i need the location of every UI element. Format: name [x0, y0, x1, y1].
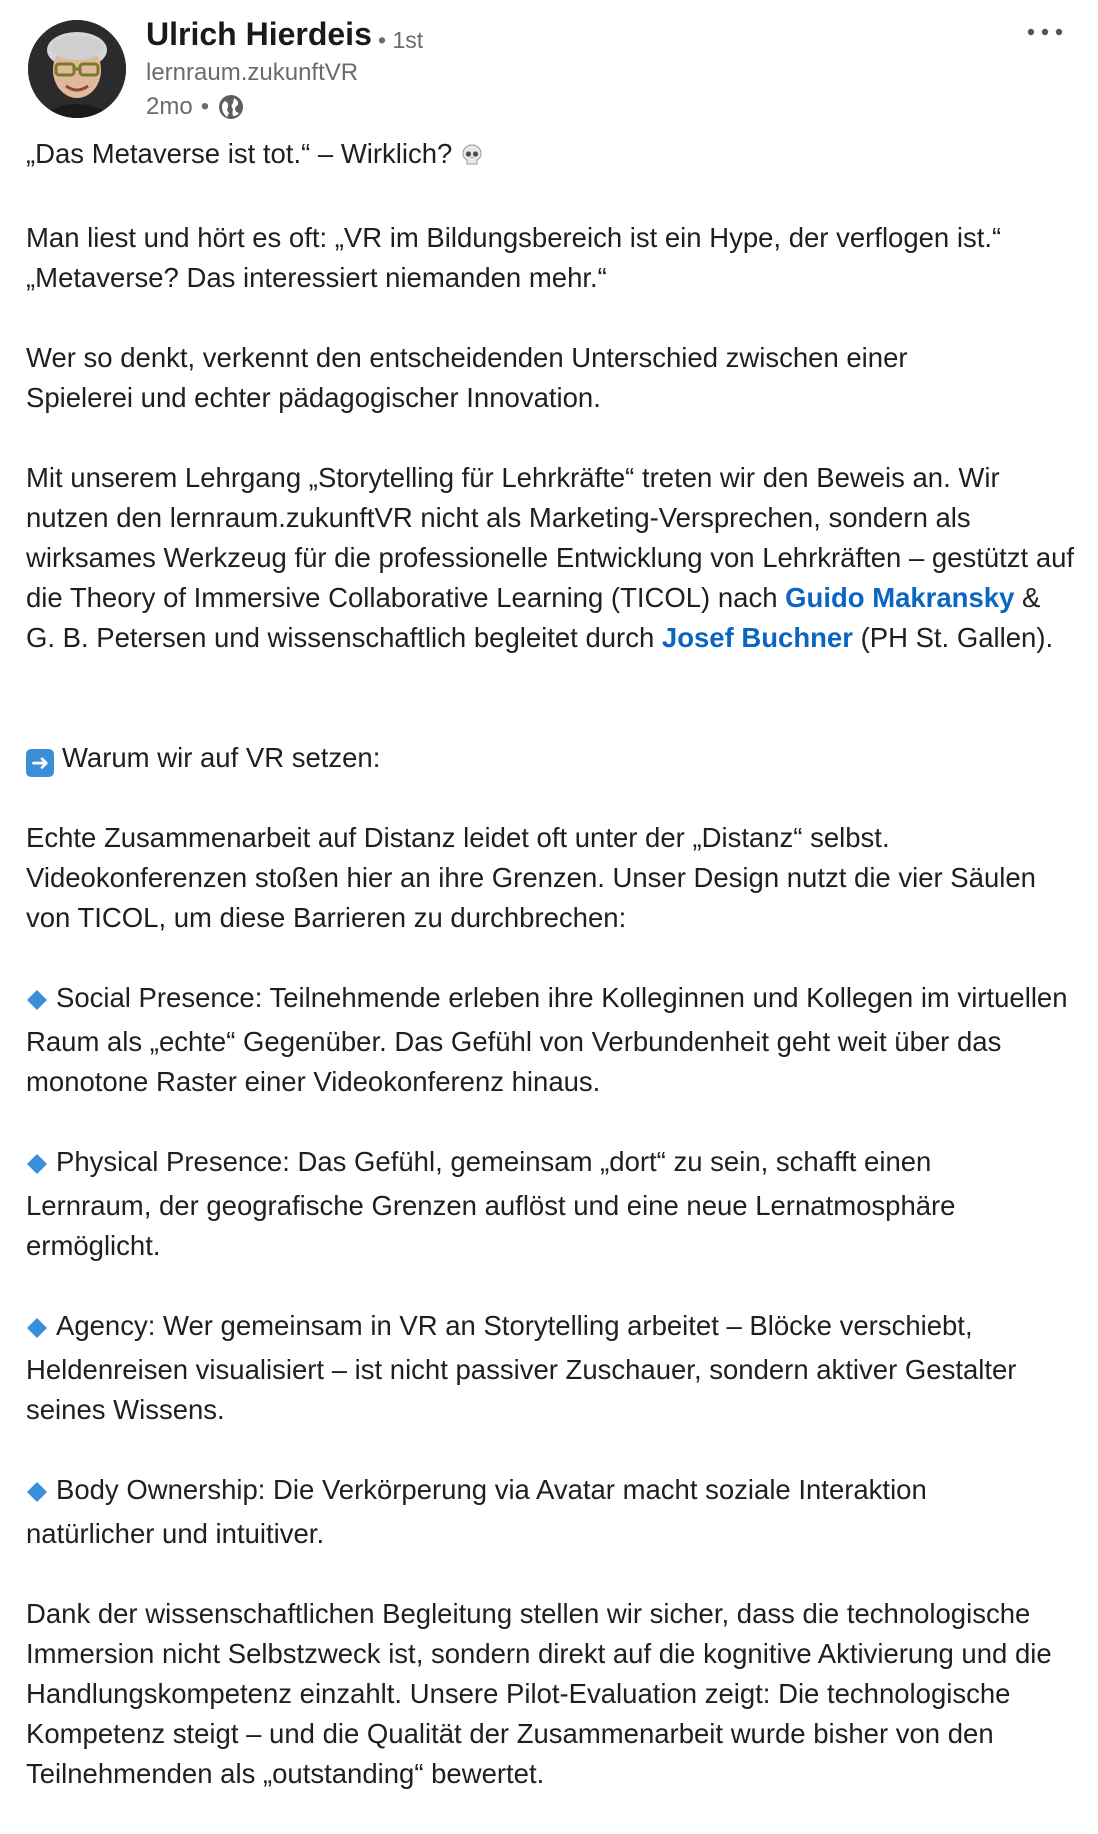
mention-josef-buchner[interactable]: Josef Buchner: [661, 622, 853, 653]
bullet-text: Social Presence: Teilnehmende erleben ihre Kolleginnen und Kollegen im virtuellen Raum als „echte“ Gegenüber. Das Gefühl von Verbundenheit geht weit über das monotone Raster einer Videokonferenz hinaus.: [26, 982, 1068, 1097]
bullet-social-presence: [26, 978, 1076, 1102]
diamond-icon: [26, 1146, 48, 1186]
bullet-agency: [26, 1306, 1076, 1430]
author-avatar[interactable]: [28, 20, 126, 118]
author-name[interactable]: Ulrich Hierdeis: [146, 16, 372, 52]
more-options-button[interactable]: [1022, 14, 1068, 50]
paragraph-5: Dank der wissenschaftlichen Begleitung stellen wir sicher, dass die technologische Immersion nicht Selbstzweck ist, sondern direkt auf die kognitive Aktivierung und die Handlungskompetenz einzahlt. Unsere Pilot-Evaluation zeigt: Die technologische Kompetenz steigt – und die Qualität der Zusammenarbeit wurde bisher von den Teilnehmenden als „outstanding“ bewertet.: [26, 1598, 1052, 1789]
post-header: [0, 0, 1098, 130]
paragraph-3: [26, 458, 1076, 658]
bullet-physical-presence: [26, 1142, 1036, 1266]
bullet-text: Physical Presence: Das Gefühl, gemeinsam „dort“ zu sein, schafft einen Lernraum, der geografische Grenzen auflöst und eine neue Lernatmosphäre ermöglicht.: [26, 1146, 956, 1261]
more-horizontal-icon: [1025, 27, 1065, 37]
diamond-icon: [26, 1474, 48, 1514]
author-subtitle: lernraum.zukunftVR: [146, 59, 359, 86]
bullet-text: Agency: Wer gemeinsam in VR an Storytelling arbeitet – Blöcke verschiebt, Heldenreisen visualisiert – ist nicht passiver Zuschauer, sondern aktiver Gestalter seines Wissens.: [26, 1310, 1017, 1425]
paragraph-3-part-2: & G. B. Petersen und wissenschaftlich begleitet durch: [26, 582, 1041, 653]
post-time: 2mo: [146, 93, 193, 120]
bullet-text: Body Ownership: Die Verkörperung via Avatar macht soziale Interaktion natürlicher und intuitiver.: [26, 1474, 927, 1549]
bullet-body-ownership: [26, 1470, 1016, 1554]
why-heading: Warum wir auf VR setzen:: [62, 742, 381, 773]
paragraph-3-part-1: Mit unserem Lehrgang „Storytelling für Lehrkräfte“ treten wir den Beweis an. Wir nutzen den lernraum.zukunftVR nicht als Marketing-Versprechen, sondern als wirksames Werkzeug für die professionelle Entwicklung von Lehrkräften – gestützt auf die Theory of Immersive Collaborative Learning (TICOL) nach: [26, 462, 1075, 613]
connection-degree: • 1st: [378, 27, 424, 53]
why-heading-line: [26, 738, 1076, 778]
post-meta: [146, 91, 245, 123]
paragraph-4: Echte Zusammenarbeit auf Distanz leidet oft unter der „Distanz“ selbst. Videokonferenzen stoßen hier an ihre Grenzen. Unser Design nutzt die vier Säulen von TICOL, um diese Barrieren zu durchbrechen:: [26, 822, 1036, 933]
arrow-right-icon: ➜: [26, 749, 54, 777]
diamond-icon: [26, 1310, 48, 1350]
meta-separator: •: [200, 93, 210, 120]
paragraph-3-part-3: (PH St. Gallen).: [852, 622, 1054, 653]
paragraph-2: Wer so denkt, verkennt den entscheidenden Unterschied zwischen einer Spielerei und echter pädagogischer Innovation.: [26, 342, 908, 413]
diamond-icon: [26, 982, 48, 1022]
post-body: [26, 134, 1076, 1794]
mention-guido-makransky[interactable]: Guido Makransky: [785, 582, 1015, 613]
post-title: „Das Metaverse ist tot.“ – Wirklich?: [26, 138, 453, 169]
skull-icon: [460, 138, 484, 178]
globe-icon: [217, 93, 245, 121]
post-title-line: [26, 134, 1076, 178]
paragraph-1-line-2: „Metaverse? Das interessiert niemanden mehr.“: [26, 262, 607, 293]
paragraph-1-line-1: Man liest und hört es oft: „VR im Bildungsbereich ist ein Hype, der verflogen ist.“: [26, 222, 1002, 253]
